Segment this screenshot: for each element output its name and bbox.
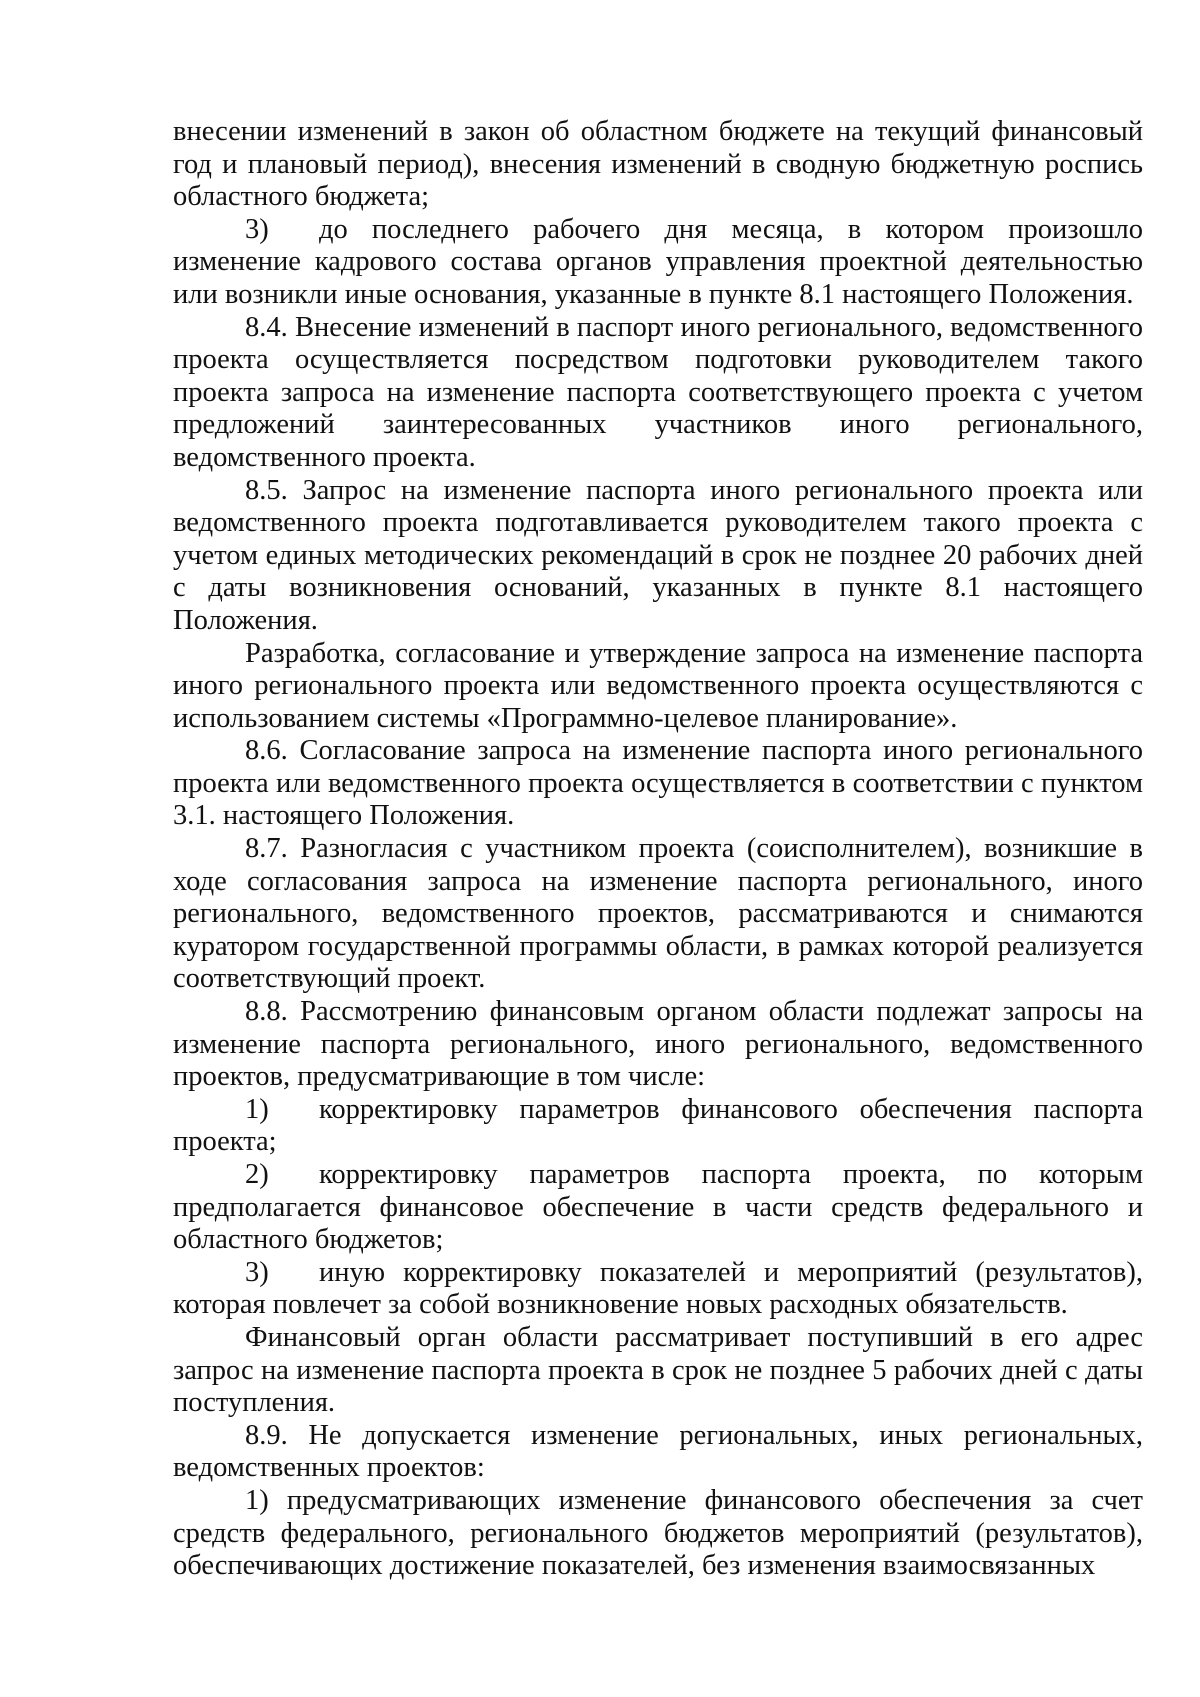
paragraph-continuation [173,116,1143,214]
list-item-3 [173,1257,1143,1322]
paragraph-8-7 [173,833,1143,996]
list-item-number: 2) [245,1159,269,1190]
document-body [173,116,1143,1583]
list-item-text: до последнего рабочего дня месяца, в котором произошло изменение кадрового состава органов управления проектной деятельностью или возникли иные основания, указанные в пункте 8.1 настоящего Положения. [173,213,1143,310]
list-item-number: 1) [245,1093,269,1125]
paragraph-finorgan [173,1322,1143,1420]
paragraph-8-6 [173,735,1143,833]
paragraph-text: 8.9. Не допускается изменение региональных, иных региональных, ведомственных проектов: [173,1419,1143,1484]
list-item-number: 3) [245,213,269,245]
list-item-number: 3) [245,1256,269,1288]
paragraph-text: Финансовый орган области рассматривает поступивший в его адрес запрос на изменение паспорта проекта в срок не позднее 5 рабочих дней с даты поступления. [173,1321,1143,1419]
paragraph-text: 8.5. Запрос на изменение паспорта иного регионального проекта или ведомственного проекта подготавливается руководителем такого проекта с учетом единых методических рекомендаций в срок не позднее 20 рабочих дней с даты возникновения оснований, указанных в пункте 8.1 настоящего Положения. [173,474,1143,636]
list-item-text: корректировку параметров паспорта проекта, по которым предполагается финансовое обеспечение в части средств федерального и областного бюджетов; [173,1159,1143,1256]
list-item-1 [173,1094,1143,1159]
paragraph-8-9 [173,1420,1143,1485]
list-item-3-deadline [173,214,1143,312]
paragraph-razrabotka [173,638,1143,736]
list-item-text: 1) предусматривающих изменение финансового обеспечения за счет средств федерального, регионального бюджетов мероприятий (результатов), обеспечивающих достижение показателей, без изменения взаимосвязанных [173,1484,1143,1582]
paragraph-text: 8.6. Согласование запроса на изменение паспорта иного регионального проекта или ведомственного проекта осуществляется в соответствии с пунктом 3.1. настоящего Положения. [173,735,1143,832]
paragraph-8-4 [173,312,1143,475]
paragraph-text: внесении изменений в закон об областном бюджете на текущий финансовый год и плановый период), внесения изменений в сводную бюджетную роспись областного бюджета; [173,116,1143,213]
paragraph-8-8 [173,996,1143,1094]
list-item-2 [173,1159,1143,1257]
paragraph-8-5 [173,475,1143,638]
list-item-text: иную корректировку показателей и мероприятий (результатов), которая повлечет за собой возникновение новых расходных обязательств. [173,1256,1143,1321]
paragraph-text: 8.4. Внесение изменений в паспорт иного регионального, ведомственного проекта осуществляется посредством подготовки руководителем такого проекта запроса на изменение паспорта соответствующего проекта с учетом предложений заинтересованных участников иного регионального, ведомственного проекта. [173,311,1143,473]
list-item-text: корректировку параметров финансового обеспечения паспорта проекта; [173,1093,1143,1158]
paragraph-text: 8.7. Разногласия с участником проекта (соисполнителем), возникшие в ходе согласования запроса на изменение паспорта регионального, иного регионального, ведомственного проектов, рассматриваются и снимаются куратором государственной программы области, в рамках которой реализуется соответствующий проект. [173,833,1143,995]
paragraph-text: Разработка, согласование и утверждение запроса на изменение паспорта иного регионального проекта или ведомственного проекта осуществляются с использованием системы «Программно-целевое планирование». [173,637,1143,734]
list-item-1-final [173,1485,1143,1583]
paragraph-text: 8.8. Рассмотрению финансовым органом области подлежат запросы на изменение паспорта регионального, иного регионального, ведомственного проектов, предусматривающие в том числе: [173,996,1143,1093]
